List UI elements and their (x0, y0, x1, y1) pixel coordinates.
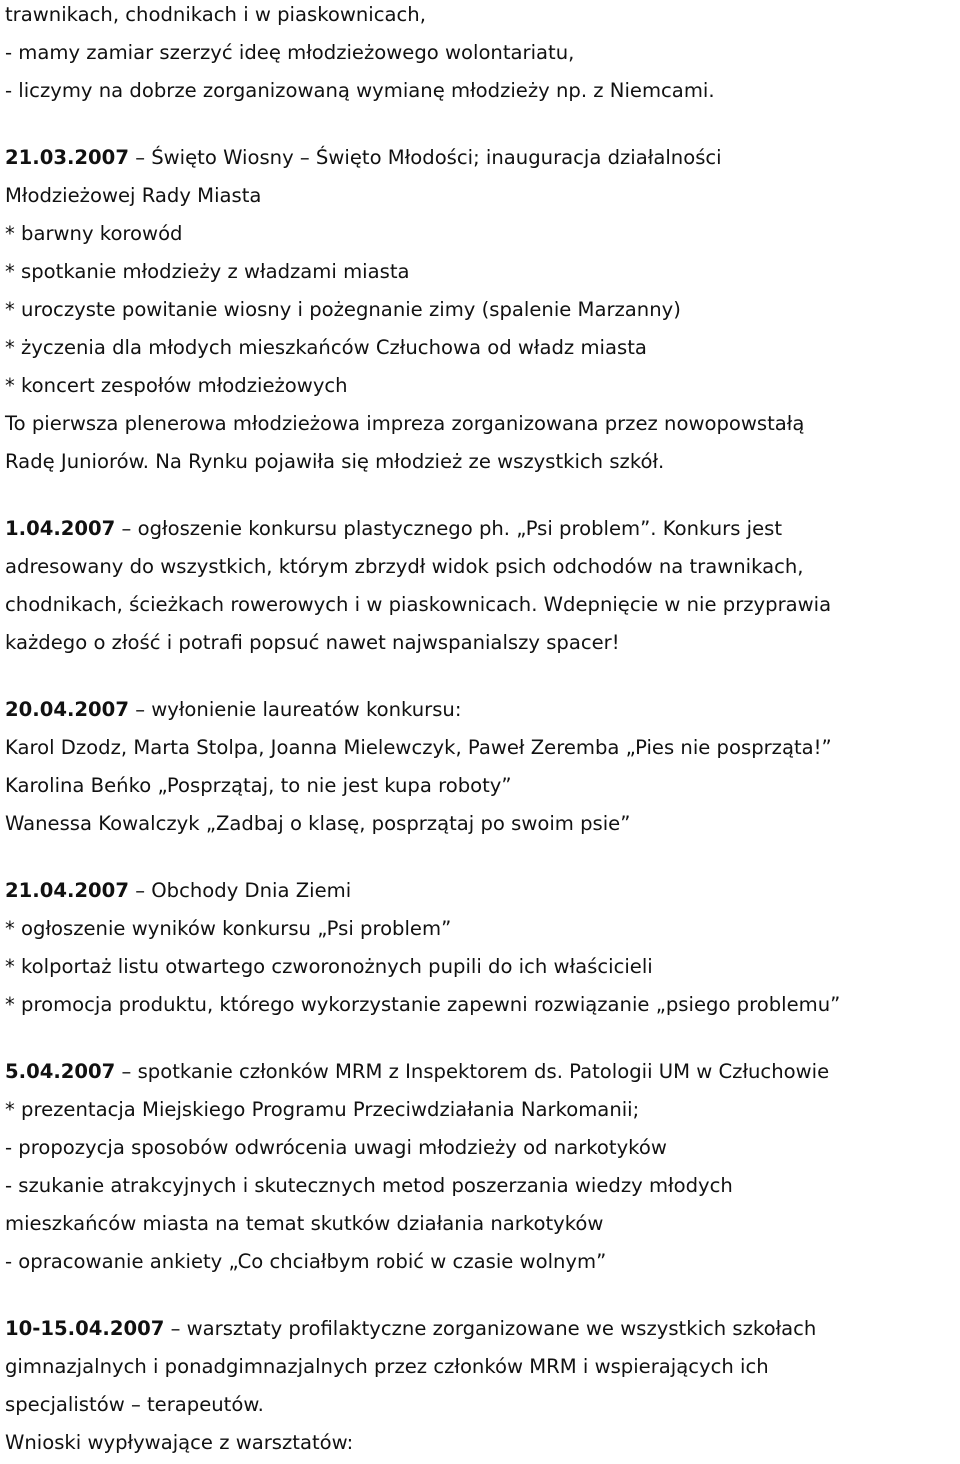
paragraph-gap (5, 1024, 955, 1053)
event-heading-line (5, 872, 955, 910)
event-title: – Obchody Dnia Ziemi (128, 879, 352, 902)
event-title: – warsztaty profilaktyczne zorganizowane we wszystkich szkołach (164, 1317, 817, 1340)
text-line: * prezentacja Miejskiego Programu Przeciwdziałania Narkomanii; (5, 1098, 640, 1121)
event-block-1015 (5, 1310, 955, 1462)
event-date: 20.04.2007 (5, 698, 129, 721)
paragraph-gap (5, 662, 955, 691)
paragraph-gap (5, 481, 955, 510)
event-block-2004 (5, 691, 955, 843)
text-line: * życzenia dla młodych mieszkańców Człuchowa od władz miasta (5, 336, 647, 359)
text-line: To pierwsza plenerowa młodzieżowa impreza zorganizowana przez nowopowstałą (5, 412, 805, 435)
event-date: 5.04.2007 (5, 1060, 116, 1083)
document-page (5, 0, 955, 1462)
event-date: 1.04.2007 (5, 517, 116, 540)
text-line: każdego o złość i potrafi popsuć nawet najwspanialszy spacer! (5, 631, 620, 654)
text-line: Młodzieżowej Rady Miasta (5, 184, 262, 207)
text-line: Wanessa Kowalczyk „Zadbaj o klasę, posprzątaj po swoim psie” (5, 812, 631, 835)
event-block-2104 (5, 872, 955, 1024)
text-line: - szukanie atrakcyjnych i skutecznych metod poszerzania wiedzy młodych (5, 1174, 733, 1197)
event-date: 10-15.04.2007 (5, 1317, 165, 1340)
text-line: Karolina Beńko „Posprzątaj, to nie jest kupa roboty” (5, 774, 512, 797)
text-line: trawnikach, chodnikach i w piaskownicach, (5, 3, 426, 26)
text-line: * koncert zespołów młodzieżowych (5, 374, 348, 397)
text-line: * promocja produktu, którego wykorzystanie zapewni rozwiązanie „psiego problemu” (5, 993, 841, 1016)
text-line: * spotkanie młodzieży z władzami miasta (5, 260, 410, 283)
event-title: – spotkanie członków MRM z Inspektorem ds. Patologii UM w Człuchowie (115, 1060, 830, 1083)
text-line: specjalistów – terapeutów. (5, 1393, 264, 1416)
paragraph-gap (5, 1281, 955, 1310)
event-heading-line (5, 1053, 955, 1091)
text-line: * ogłoszenie wyników konkursu „Psi problem” (5, 917, 452, 940)
event-block-0504 (5, 1053, 955, 1281)
event-date: 21.03.2007 (5, 146, 129, 169)
text-line: * barwny korowód (5, 222, 183, 245)
intro-block (5, 0, 955, 110)
text-line: adresowany do wszystkich, którym zbrzydł widok psich odchodów na trawnikach, (5, 555, 804, 578)
text-line: - liczymy na dobrze zorganizowaną wymianę młodzieży np. z Niemcami. (5, 79, 715, 102)
event-date: 21.04.2007 (5, 879, 129, 902)
event-heading-line (5, 139, 955, 177)
text-line: Wnioski wypływające z warsztatów: (5, 1431, 354, 1454)
event-heading-line (5, 691, 955, 729)
text-line: - opracowanie ankiety „Co chciałbym robić w czasie wolnym” (5, 1250, 607, 1273)
text-line: * kolportaż listu otwartego czworonożnych pupili do ich właścicieli (5, 955, 653, 978)
event-heading-line (5, 1310, 955, 1348)
paragraph-gap (5, 843, 955, 872)
paragraph-gap (5, 110, 955, 139)
event-block-0104 (5, 510, 955, 662)
text-line: gimnazjalnych i ponadgimnazjalnych przez członków MRM i wspierających ich (5, 1355, 769, 1378)
text-line: * uroczyste powitanie wiosny i pożegnanie zimy (spalenie Marzanny) (5, 298, 681, 321)
event-heading-line (5, 510, 955, 548)
event-block-2103 (5, 139, 955, 481)
text-line: - mamy zamiar szerzyć ideę młodzieżowego wolontariatu, (5, 41, 575, 64)
event-title: – wyłonienie laureatów konkursu: (128, 698, 462, 721)
text-line: Karol Dzodz, Marta Stolpa, Joanna Mielewczyk, Paweł Zeremba „Pies nie posprząta!” (5, 736, 832, 759)
text-line: Radę Juniorów. Na Rynku pojawiła się młodzież ze wszystkich szkół. (5, 450, 665, 473)
text-line: chodnikach, ścieżkach rowerowych i w piaskownicach. Wdepnięcie w nie przyprawia (5, 593, 832, 616)
event-title: – Święto Wiosny – Święto Młodości; inauguracja działalności (128, 146, 722, 169)
text-line: - propozycja sposobów odwrócenia uwagi młodzieży od narkotyków (5, 1136, 667, 1159)
text-line: mieszkańców miasta na temat skutków działania narkotyków (5, 1212, 604, 1235)
event-title: – ogłoszenie konkursu plastycznego ph. „Psi problem”. Konkurs jest (115, 517, 783, 540)
